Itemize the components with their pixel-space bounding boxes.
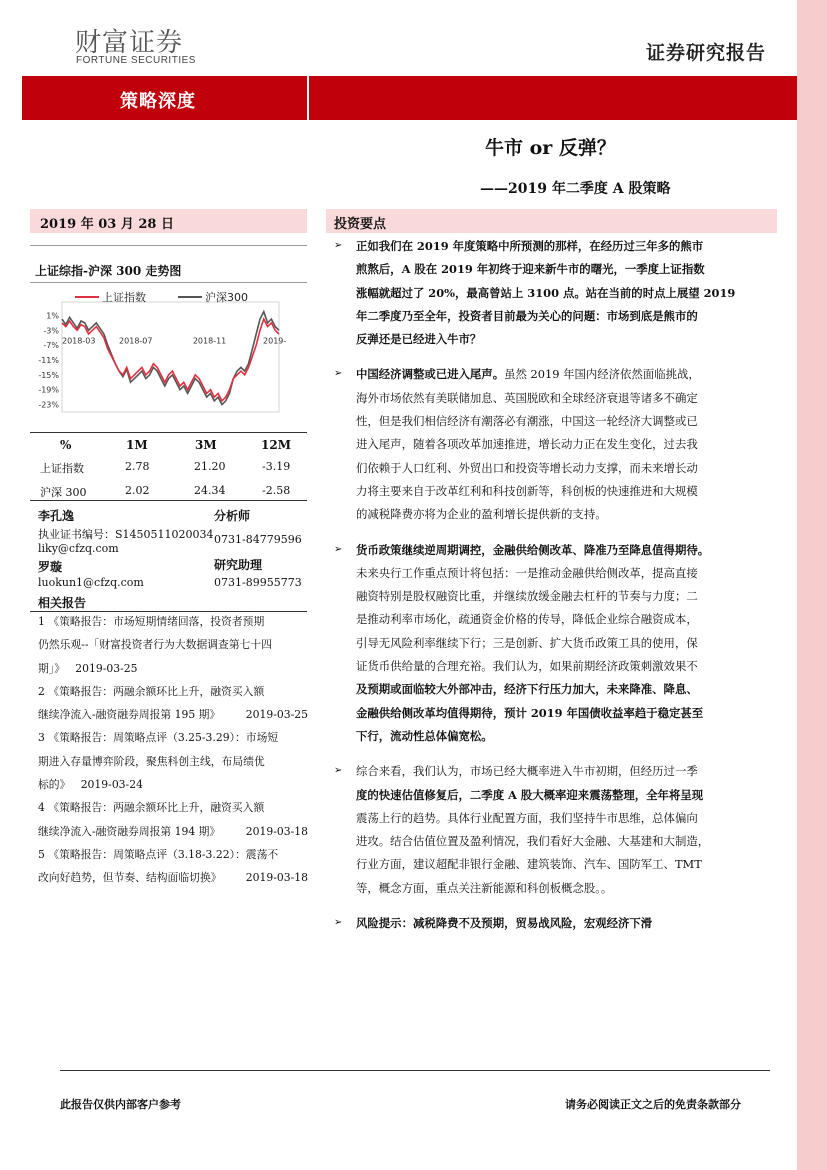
arrow-bullet-icon: ➢ — [334, 368, 343, 380]
text-line: 行业方面，建议超配非银行金融、建筑装饰、汽车、国防军工、TMT — [356, 857, 702, 872]
section-banner — [22, 76, 797, 120]
legend-label: 上证指数 — [102, 291, 146, 304]
footer-left-note: 此报告仅供内部客户参考 — [60, 1098, 181, 1111]
table-row — [30, 456, 307, 480]
table-header: 3M — [195, 438, 217, 452]
related-report-date: 2019-03-25 — [245, 708, 308, 722]
related-report[interactable] — [38, 680, 308, 727]
related-reports-title: 相关报告 — [38, 596, 87, 610]
text-line: 力将主要来自于改革红利和科技创新等，科创板的快速推进和大规模 — [356, 483, 698, 498]
text-line: 性，但是我们相信经济有潮落必有潮涨，中国这一轮经济大调整或已 — [356, 414, 698, 429]
key-point-text — [356, 235, 774, 351]
x-tick-label: 2018-03 — [62, 336, 96, 346]
related-report[interactable] — [38, 610, 308, 680]
related-report-line — [38, 657, 308, 680]
assistant-email[interactable]: luokun1@cfzq.com — [38, 576, 144, 589]
text-line: 年二季度乃至全年，投资者目前最为关心的问题：市场到底是熊市的 — [356, 308, 698, 323]
key-point — [334, 235, 774, 351]
x-tick-label: 2018-07 — [119, 336, 153, 346]
text-line: 货币政策继续逆周期调控，金融供给侧改革、降准乃至降息值得期待。 — [356, 542, 710, 557]
text-line: 引导无风险利率继续下行；三是创新、扩大货币政策工具的使用，保 — [356, 635, 698, 650]
key-point — [334, 912, 774, 935]
key-points-list — [334, 235, 774, 935]
divider — [30, 245, 307, 246]
y-tick-label: -19% — [38, 385, 59, 395]
text-line: 们依赖于人口红利、外贸出口和投资等增长动力支撑，而未来增长动 — [356, 460, 698, 475]
table-cell: 21.20 — [194, 460, 226, 473]
related-report[interactable] — [38, 843, 308, 890]
y-tick-label: -11% — [38, 356, 59, 365]
related-report-line: 继续净流入-融资融券周报第 194 期》 — [38, 824, 221, 838]
related-report-date: 2019-03-18 — [245, 871, 308, 885]
table-header: % — [60, 438, 72, 452]
table-header-row — [30, 436, 307, 456]
x-tick-label: 2019- — [263, 336, 287, 346]
arrow-bullet-icon: ➢ — [334, 765, 343, 777]
assistant-name: 罗璇 — [38, 560, 63, 574]
y-tick-label: -15% — [38, 370, 59, 380]
divider — [30, 432, 307, 433]
related-report-line: 1 《策略报告：市场短期情绪回落，投资者预期 — [38, 615, 265, 628]
related-report-line: 仍然乐观--「财富投资者行为大数据调查第七十四 — [38, 638, 273, 652]
related-report-date: 2019-03-24 — [80, 778, 143, 792]
footer-divider — [60, 1070, 770, 1071]
bold-lead: 中国经济调整或已进入尾声。 — [356, 367, 505, 382]
related-report-line: 改向好趋势，但节奏、结构面临切换》 — [38, 871, 222, 885]
date-bar — [30, 209, 307, 233]
text-line: 进攻。结合估值位置及盈利情况，我们看好大金融、大基建和大制造， — [356, 834, 710, 849]
related-report-line-row — [38, 866, 308, 889]
related-report-line: 期」》 — [38, 661, 65, 675]
related-report-line: 标的》 — [38, 778, 71, 792]
y-tick-label: -23% — [38, 400, 59, 410]
report-date: 2019 年 03 月 28 日 — [40, 217, 174, 232]
key-point-text — [356, 539, 774, 749]
table-cell: 24.34 — [194, 484, 226, 497]
analyst-phone: 0731-84779596 — [214, 533, 302, 546]
table-cell: 2.02 — [125, 484, 150, 497]
text-line: 综合来看，我们认为，市场已经大概率进入牛市初期，但经历过一季 — [356, 764, 698, 779]
report-subtitle: ——2019 年二季度 A 股策略 — [480, 181, 671, 197]
y-tick-label: -3% — [43, 326, 59, 336]
text-line: 反弹还是已经进入牛市？ — [356, 332, 482, 347]
assistant-role: 研究助理 — [214, 558, 263, 572]
divider — [30, 500, 307, 501]
related-report-line: 2 《策略报告：两融余额环比上升，融资买入额 — [38, 684, 265, 698]
report-type-label: 证券研究报告 — [646, 42, 767, 64]
analyst-role: 分析师 — [214, 509, 251, 523]
key-point — [334, 760, 774, 900]
text-line: 风险提示：减税降费不及预期，贸易战风险，宏观经济下滑 — [356, 916, 653, 931]
text-line: 金融供给侧改革均值得期待，预计 2019 年国债收益率趋于稳定甚至 — [356, 705, 704, 720]
text-line: 及预期或面临较大外部冲击，经济下行压力加大，未来降准、降息、 — [356, 682, 698, 697]
logo-chinese: 财富证券 — [75, 28, 184, 58]
table-cell: -3.19 — [262, 460, 291, 473]
related-report-line: 继续净流入-融资融券周报第 195 期》 — [38, 708, 221, 722]
text-line: 等，概念方面，重点关注新能源和科创板概念股。。 — [356, 880, 613, 895]
banner-divider — [307, 76, 309, 120]
analyst-email[interactable]: liky@cfzq.com — [38, 542, 119, 555]
legend-label: 沪深300 — [205, 291, 248, 304]
arrow-bullet-icon: ➢ — [334, 240, 343, 251]
related-report[interactable] — [38, 726, 308, 796]
key-point — [334, 539, 774, 749]
related-reports-list — [38, 610, 308, 890]
text-line: 涨幅就超过了 20%，最高曾站上 3100 点。站在当前的时点上展望 2019 — [356, 285, 736, 300]
related-report[interactable] — [38, 796, 308, 843]
related-report-line: 3 《策略报告：周策略点评（3.25-3.29）：市场短 — [38, 731, 279, 745]
key-points-title: 投资要点 — [334, 217, 387, 232]
text-line: 煎熬后，A 股在 2019 年初终于迎来新牛市的曙光，一季度上证指数 — [356, 262, 705, 277]
text-line: 融资特别是股权融资比重，并继续放缓金融去杠杆的节奏与力度；二 — [356, 589, 698, 604]
text-line: 证货币供给量的合理充裕。我们认为，如果前期经济政策刺激效果不 — [356, 659, 698, 674]
table-cell: -2.58 — [262, 484, 291, 497]
index-trend-chart — [30, 286, 307, 426]
text-line: 的减税降费亦将为企业的盈利增长提供新的支持。 — [356, 507, 607, 522]
text-line: 度的快速估值修复后，二季度 A 股大概率迎来震荡整理，全年将呈现 — [356, 787, 704, 802]
key-points-bar — [326, 209, 777, 233]
section-label: 策略深度 — [120, 91, 196, 112]
x-tick-label: 2018-11 — [192, 336, 227, 346]
plot-frame — [62, 302, 279, 412]
divider — [30, 282, 307, 283]
page-edge-strip — [797, 0, 827, 1170]
table-header: 1M — [126, 438, 148, 452]
table-cell: 2.78 — [125, 460, 150, 473]
logo-english: FORTUNE SECURITIES — [76, 55, 196, 66]
footer-disclaimer-note: 请务必阅读正文之后的免责条款部分 — [565, 1098, 741, 1111]
related-report-date: 2019-03-18 — [245, 824, 308, 838]
y-tick-label: -7% — [43, 341, 59, 351]
related-report-line — [38, 773, 308, 796]
y-tick-label: 1% — [46, 311, 59, 321]
related-report-date: 2019-03-25 — [75, 661, 138, 675]
report-title: 牛市 or 反弹？ — [485, 137, 616, 159]
text-line: 正如我们在 2019 年度策略中所预测的那样，在经历过三年多的熊市 — [356, 239, 704, 253]
related-report-line: 4 《策略报告：两融余额环比上升，融资买入额 — [38, 801, 265, 815]
text-line: 下行，流动性总体偏宽松。 — [356, 728, 493, 743]
performance-table — [30, 436, 307, 504]
series-line — [62, 312, 279, 405]
text-line: 未来央行工作重点预计将包括：一是推动金融供给侧改革，提高直接 — [356, 565, 698, 580]
arrow-bullet-icon: ➢ — [334, 917, 343, 929]
related-report-line: 期进入存量博弈阶段，聚焦科创主线，布局绩优 — [38, 754, 265, 768]
table-header: 12M — [261, 438, 291, 452]
text-line: 进入尾声，随着各项改革加速推进，增长动力正在发生变化，过去我 — [356, 437, 698, 452]
analyst-name: 李孔逸 — [38, 509, 75, 523]
related-report-line: 5 《策略报告：周策略点评（3.18-3.22）：震荡不 — [38, 847, 279, 861]
text-line: 是推动利率市场化，疏通资金价格的传导，降低企业综合融资成本， — [356, 612, 698, 627]
chart-title: 上证综指-沪深 300 走势图 — [35, 264, 182, 278]
text-line: 震荡上行的趋势。具体行业配置方面，我们坚持牛市思维，总体偏向 — [356, 810, 698, 825]
text-line-rest: 虽然 2019 年国内经济依然面临挑战， — [504, 367, 700, 382]
series-line — [62, 319, 279, 401]
analyst-certificate: 执业证书编号：S1450511020034 — [38, 528, 214, 541]
key-point — [334, 363, 774, 526]
table-cell: 沪深 300 — [40, 486, 87, 499]
text-line: 海外市场依然有美联储加息、英国脱欧和全球经济衰退等诸多不确定 — [356, 390, 698, 405]
related-report-line-row — [38, 703, 308, 726]
assistant-phone: 0731-89955773 — [214, 576, 302, 589]
arrow-bullet-icon: ➢ — [334, 543, 343, 555]
text-line — [356, 363, 774, 386]
key-point-text — [356, 760, 774, 900]
key-point-text — [356, 363, 774, 526]
key-point-text — [356, 912, 774, 935]
table-cell: 上证指数 — [40, 462, 84, 475]
related-report-line-row — [38, 820, 308, 843]
